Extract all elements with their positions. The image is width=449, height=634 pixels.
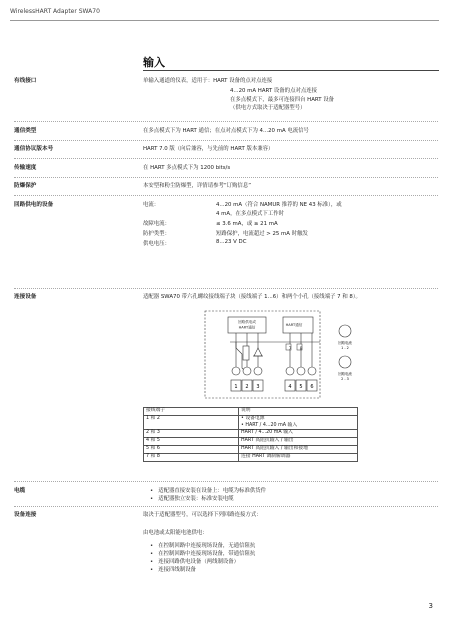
table-cell-description: HART 高阻抗输入 / 输出 xyxy=(239,438,358,446)
terminal-5-label: 5 xyxy=(299,384,303,390)
table-cell-terminal: 5 和 6 xyxy=(144,446,239,454)
label-wired-input: 有线接口 xyxy=(14,78,37,84)
table-cell-description: HART / 4...20 mA 输入 xyxy=(239,430,358,438)
loop-current-1-2-symbol xyxy=(339,325,351,337)
wired-input-line3: 在多点模式下，最多可连接四台 HART 设备 xyxy=(230,97,335,103)
table-cell-terminal: 7 和 8 xyxy=(144,454,239,462)
terminal-3-label: 3 xyxy=(256,384,260,390)
loop-power-key-0: 电流： xyxy=(143,202,160,208)
loop-current-1-2-label-2: 1 - 2 xyxy=(341,346,349,350)
section-title: 输入 xyxy=(143,56,165,69)
device-conn-item: • 在控制回路中连接现场设备，带通信阻抗 xyxy=(150,549,255,557)
row-divider xyxy=(14,195,438,196)
table-row xyxy=(144,438,358,446)
loop-current-2-3-label-2: 2 - 3 xyxy=(341,377,349,381)
row-divider xyxy=(14,158,438,159)
row-divider xyxy=(14,506,438,507)
table-row xyxy=(144,430,358,438)
device-conn-intro: 取决于适配器型号，可以选择下列回路连接方式： xyxy=(143,512,262,518)
title-divider xyxy=(143,70,439,71)
loop-power-val-3: 短路保护，电流超过 > 25 mA 时触发 xyxy=(216,231,308,237)
loop-power-box-label-2: HART通信 xyxy=(238,325,256,330)
terminal-table xyxy=(143,407,358,462)
table-row xyxy=(144,454,358,462)
label-device-connection: 设备连接 xyxy=(14,512,37,518)
terminal-7-label: 7 xyxy=(288,347,292,352)
loop-power-val-2: ≤ 3.6 mA，或 ≥ 21 mA xyxy=(216,221,278,227)
table-header-description: 说明 xyxy=(239,408,358,416)
table-cell-terminal: 2 和 3 xyxy=(144,430,239,438)
loop-current-2-3-symbol xyxy=(339,356,351,368)
loop-current-1-2-label-1: 回路电流 xyxy=(338,341,352,345)
table-header-terminal: 接线端子 xyxy=(144,408,239,416)
protection-text: 本安型和粉尘防爆型，详情请参考“订购信息” xyxy=(143,183,252,189)
device-conn-item: • 连接回路供电设备（两线制设备） xyxy=(150,557,239,565)
label-connection: 连接设备 xyxy=(14,294,37,300)
terminal-2-label: 2 xyxy=(245,384,249,390)
device-conn-item: • 连接四线制设备 xyxy=(150,565,196,573)
connection-text: 适配器 SWA70 带六孔螺纹接线端子块（接线端子 1...6）和两个小孔（接线端子 7 和 8）。 xyxy=(143,294,361,300)
loop-power-key-4: 供电电压： xyxy=(143,241,170,247)
table-cell-terminal: 1 和 2 xyxy=(144,416,239,430)
table-header-row xyxy=(144,408,358,416)
header-divider xyxy=(10,20,439,21)
hart-comm-box-label: HART通信 xyxy=(285,323,303,327)
cable-item: • 适配器直接安装在设备上：电缆为标准供货件 xyxy=(150,486,266,494)
row-divider xyxy=(14,177,438,178)
table-cell-description: HART 高阻抗输入 / 输出和接地 xyxy=(239,446,358,454)
cable-item: • 适配器独立安装：标准安装电缆 xyxy=(150,494,234,502)
table-cell-description: 连接 HART 调制解调器 xyxy=(239,454,358,462)
loop-power-key-2: 故障电流： xyxy=(143,221,170,227)
loop-current-2-3-label-1: 回路电流 xyxy=(338,372,352,376)
protocol-text: HART 7.0 版（向后兼容，与先前的 HART 版本兼容） xyxy=(143,146,274,152)
loop-power-key-3: 防护类型： xyxy=(143,231,170,237)
table-row xyxy=(144,446,358,454)
row-divider xyxy=(14,481,438,482)
label-speed: 传输速度 xyxy=(14,165,37,171)
terminal-8-label: 8 xyxy=(299,347,303,352)
wired-input-line1: 单输入通道的仪表，适用于：HART 设备的点对点连接 xyxy=(143,78,273,84)
loop-power-val-0: 4...20 mA（符合 NAMUR 推荐的 NE 43 标准），或 xyxy=(216,202,342,208)
label-comm-type: 通信类型 xyxy=(14,128,37,134)
label-cable: 电缆 xyxy=(14,488,26,494)
resistor xyxy=(243,346,249,360)
row-divider xyxy=(14,121,438,122)
table-cell-description: • 设备电源 • HART / 4...20 mA 输入 xyxy=(239,416,358,430)
label-protection: 防爆保护 xyxy=(14,183,37,189)
device-conn-sub: 由电池或太阳能电池供电： xyxy=(143,530,208,536)
table-row xyxy=(144,416,358,430)
label-loop-power: 回路供电的设备 xyxy=(14,202,54,208)
wiring-diagram xyxy=(195,308,365,403)
page-number: 3 xyxy=(428,602,433,610)
row-divider xyxy=(14,140,438,141)
document-header: WirelessHART Adapter SWA70 xyxy=(10,8,100,15)
loop-power-box-label-1: 回路供电或 xyxy=(238,320,256,324)
terminal-6-label: 6 xyxy=(310,384,314,390)
table-cell-terminal: 4 和 5 xyxy=(144,438,239,446)
loop-power-val-1: 4 mA，在多点模式下工作时 xyxy=(216,211,284,217)
wired-input-line2: 4...20 mA HART 设备的点对点连接 xyxy=(230,88,318,94)
speed-text: 在 HART 多点模式下为 1200 bits/s xyxy=(143,165,231,171)
label-protocol: 通信协议版本号 xyxy=(14,146,54,152)
terminal-1-label: 1 xyxy=(234,384,238,390)
row-divider xyxy=(14,288,438,289)
terminal-4-label: 4 xyxy=(288,384,292,390)
diode xyxy=(254,348,262,356)
loop-power-val-4: 8...23 V DC xyxy=(216,239,247,245)
device-conn-item: • 在控制回路中连接现场设备，无通信阻抗 xyxy=(150,541,255,549)
wired-input-line4: （供电方式取决于适配器型号） xyxy=(230,105,306,111)
comm-type-text: 在多点模式下为 HART 通信；在点对点模式下为 4...20 mA 电流信号 xyxy=(143,128,309,134)
